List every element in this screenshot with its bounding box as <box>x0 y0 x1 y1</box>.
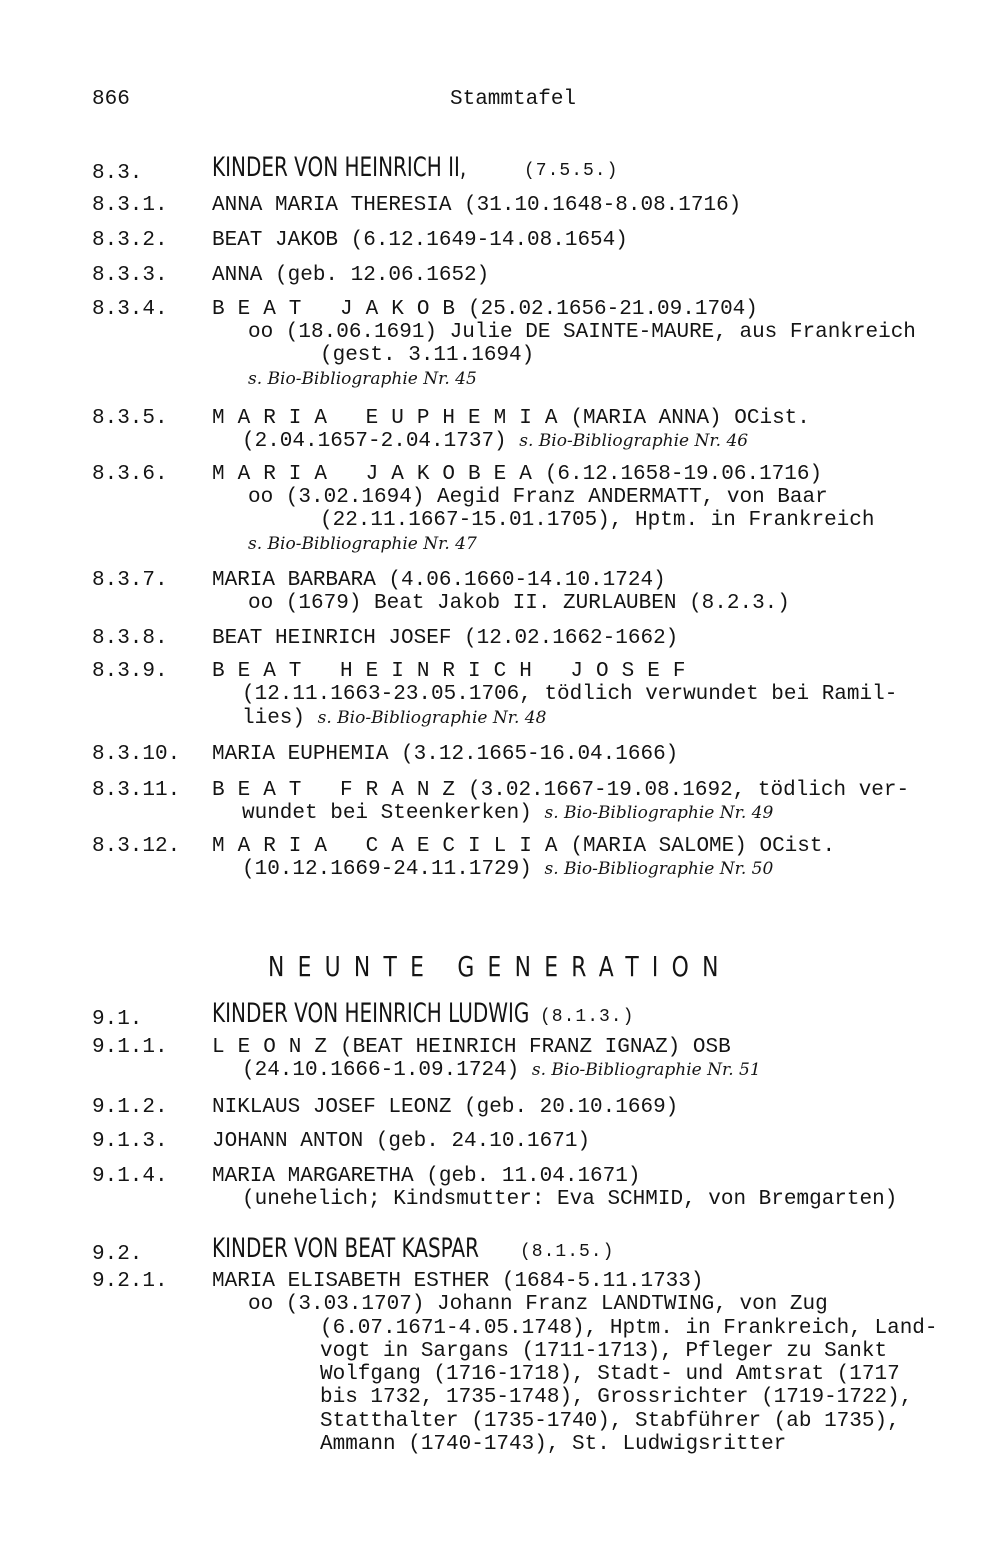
entry-text: ANNA MARIA THERESIA (31.10.1648-8.08.1716) <box>212 194 742 217</box>
section-title: KINDER VON BEAT KASPAR <box>212 1233 479 1264</box>
marriage-line: oo (3.03.1707) Johann Franz LANDTWING, von Zug <box>248 1293 828 1316</box>
entry-number: 9.1.1. <box>92 1036 168 1059</box>
bio-reference: s. Bio-Bibliographie Nr. 48 <box>317 708 547 728</box>
entry-line <box>212 835 835 858</box>
entry-line <box>212 1036 731 1059</box>
section-title: KINDER VON HEINRICH LUDWIG <box>212 998 530 1029</box>
entry-line <box>212 463 822 486</box>
section-number: 8.3. <box>92 162 143 185</box>
marriage-line-continued: (22.11.1667-15.01.1705), Hptm. in Frankreich <box>320 509 875 532</box>
marriage-line-continued: bis 1732, 1735-1748), Grossrichter (1719-1722), <box>320 1386 913 1409</box>
entry-number: 8.3.12. <box>92 835 181 858</box>
entry-line: (12.11.1663-23.05.1706, tödlich verwundet bei Ramil- <box>242 683 898 706</box>
entry-text: ANNA (geb. 12.06.1652) <box>212 264 490 287</box>
entry-number: 9.1.4. <box>92 1165 168 1188</box>
page-number: 866 <box>92 88 130 111</box>
entry-line <box>242 430 748 453</box>
section-reference: (8.1.3.) <box>540 1007 635 1027</box>
section-number: 9.2. <box>92 1243 143 1266</box>
entry-text: (BEAT HEINRICH FRANZ IGNAZ) OSB <box>340 1036 731 1059</box>
entry-number: 9.1.3. <box>92 1130 168 1153</box>
entry-line <box>242 802 773 825</box>
entry-number: 8.3.6. <box>92 463 168 486</box>
marriage-line-continued: (gest. 3.11.1694) <box>320 344 535 367</box>
entry-line <box>242 707 546 730</box>
entry-dates: (25.02.1656-21.09.1704) <box>468 298 758 321</box>
spaced-name: LEONZ <box>212 1036 341 1059</box>
entry-number: 8.3.7. <box>92 569 168 592</box>
entry-number: 8.3.3. <box>92 264 168 287</box>
entry-number: 9.2.1. <box>92 1270 168 1293</box>
entry-text: MARIA MARGARETHA (geb. 11.04.1671) <box>212 1165 641 1188</box>
entry-line <box>242 858 773 881</box>
entry-text: wundet bei Steenkerken) <box>242 802 532 825</box>
spaced-name: BEAT HEINRICH JOSEF <box>212 660 699 683</box>
bio-reference: s. Bio-Bibliographie Nr. 50 <box>544 859 774 879</box>
marriage-line-continued: Statthalter (1735-1740), Stabführer (ab 1735), <box>320 1410 900 1433</box>
entry-dates: (2.04.1657-2.04.1737) <box>242 430 507 453</box>
generation-title: NEUNTE GENERATION <box>268 950 732 983</box>
entry-text: BEAT HEINRICH JOSEF (12.02.1662-1662) <box>212 627 679 650</box>
spaced-name: MARIA JAKOBEA <box>212 463 545 486</box>
entry-text: BEAT JAKOB (6.12.1649-14.08.1654) <box>212 229 628 252</box>
spaced-name: BEAT JAKOB <box>212 298 469 321</box>
entry-line <box>242 1059 761 1082</box>
entry-dates: (10.12.1669-24.11.1729) <box>242 858 532 881</box>
entry-line <box>212 298 758 321</box>
running-title: Stammtafel <box>450 88 577 111</box>
marriage-line-continued: (6.07.1671-4.05.1748), Hptm. in Frankreich, Land- <box>320 1317 938 1340</box>
marriage-line-continued: vogt in Sargans (1711-1713), Pfleger zu Sankt <box>320 1340 888 1363</box>
entry-text: NIKLAUS JOSEF LEONZ (geb. 20.10.1669) <box>212 1096 679 1119</box>
section-title: KINDER VON HEINRICH II, <box>212 152 467 183</box>
entry-number: 9.1.2. <box>92 1096 168 1119</box>
bio-reference: s. Bio-Bibliographie Nr. 46 <box>519 431 749 451</box>
bio-reference: s. Bio-Bibliographie Nr. 51 <box>531 1060 761 1080</box>
entry-number: 8.3.9. <box>92 660 168 683</box>
entry-note: (unehelich; Kindsmutter: Eva SCHMID, von Bremgarten) <box>242 1188 898 1211</box>
spaced-name: MARIA EUPHEMIA <box>212 407 571 430</box>
entry-number: 8.3.1. <box>92 194 168 217</box>
entry-text: JOHANN ANTON (geb. 24.10.1671) <box>212 1130 591 1153</box>
marriage-line: oo (1679) Beat Jakob II. ZURLAUBEN (8.2.3.) <box>248 592 790 615</box>
marriage-line-continued: Ammann (1740-1743), St. Ludwigsritter <box>320 1433 787 1456</box>
entry-text: (MARIA SALOME) OCist. <box>570 835 836 858</box>
entry-number: 8.3.2. <box>92 229 168 252</box>
spaced-name: MARIA CAECILIA <box>212 835 571 858</box>
entry-dates: (6.12.1658-19.06.1716) <box>544 463 823 486</box>
section-reference: (7.5.5.) <box>524 161 619 181</box>
bio-reference: s. Bio-Bibliographie Nr. 45 <box>248 369 477 389</box>
section-number: 9.1. <box>92 1008 143 1031</box>
entry-text: MARIA ELISABETH ESTHER (1684-5.11.1733) <box>212 1270 704 1293</box>
bio-reference: s. Bio-Bibliographie Nr. 47 <box>248 534 477 554</box>
entry-text: MARIA BARBARA (4.06.1660-14.10.1724) <box>212 569 666 592</box>
entry-text: (3.02.1667-19.08.1692, tödlich ver- <box>468 779 910 802</box>
entry-number: 8.3.11. <box>92 779 181 802</box>
entry-number: 8.3.4. <box>92 298 168 321</box>
section-reference: (8.1.5.) <box>520 1242 615 1262</box>
entry-text: MARIA EUPHEMIA (3.12.1665-16.04.1666) <box>212 743 679 766</box>
entry-number: 8.3.8. <box>92 627 168 650</box>
entry-number: 8.3.10. <box>92 743 181 766</box>
entry-text: lies) <box>242 707 306 730</box>
entry-text: (MARIA ANNA) OCist. <box>570 407 810 430</box>
page-header <box>92 88 912 114</box>
marriage-line: oo (18.06.1691) Julie DE SAINTE-MAURE, aus Frankreich <box>248 321 916 344</box>
marriage-line-continued: Wolfgang (1716-1718), Stadt- und Amtsrat (1717 <box>320 1363 900 1386</box>
entry-number: 8.3.5. <box>92 407 168 430</box>
bio-reference: s. Bio-Bibliographie Nr. 49 <box>544 803 774 823</box>
entry-line <box>212 779 909 802</box>
spaced-name: BEAT FRANZ <box>212 779 469 802</box>
marriage-line: oo (3.02.1694) Aegid Franz ANDERMATT, von Baar <box>248 486 828 509</box>
entry-line <box>212 407 810 430</box>
entry-dates: (24.10.1666-1.09.1724) <box>242 1059 520 1082</box>
